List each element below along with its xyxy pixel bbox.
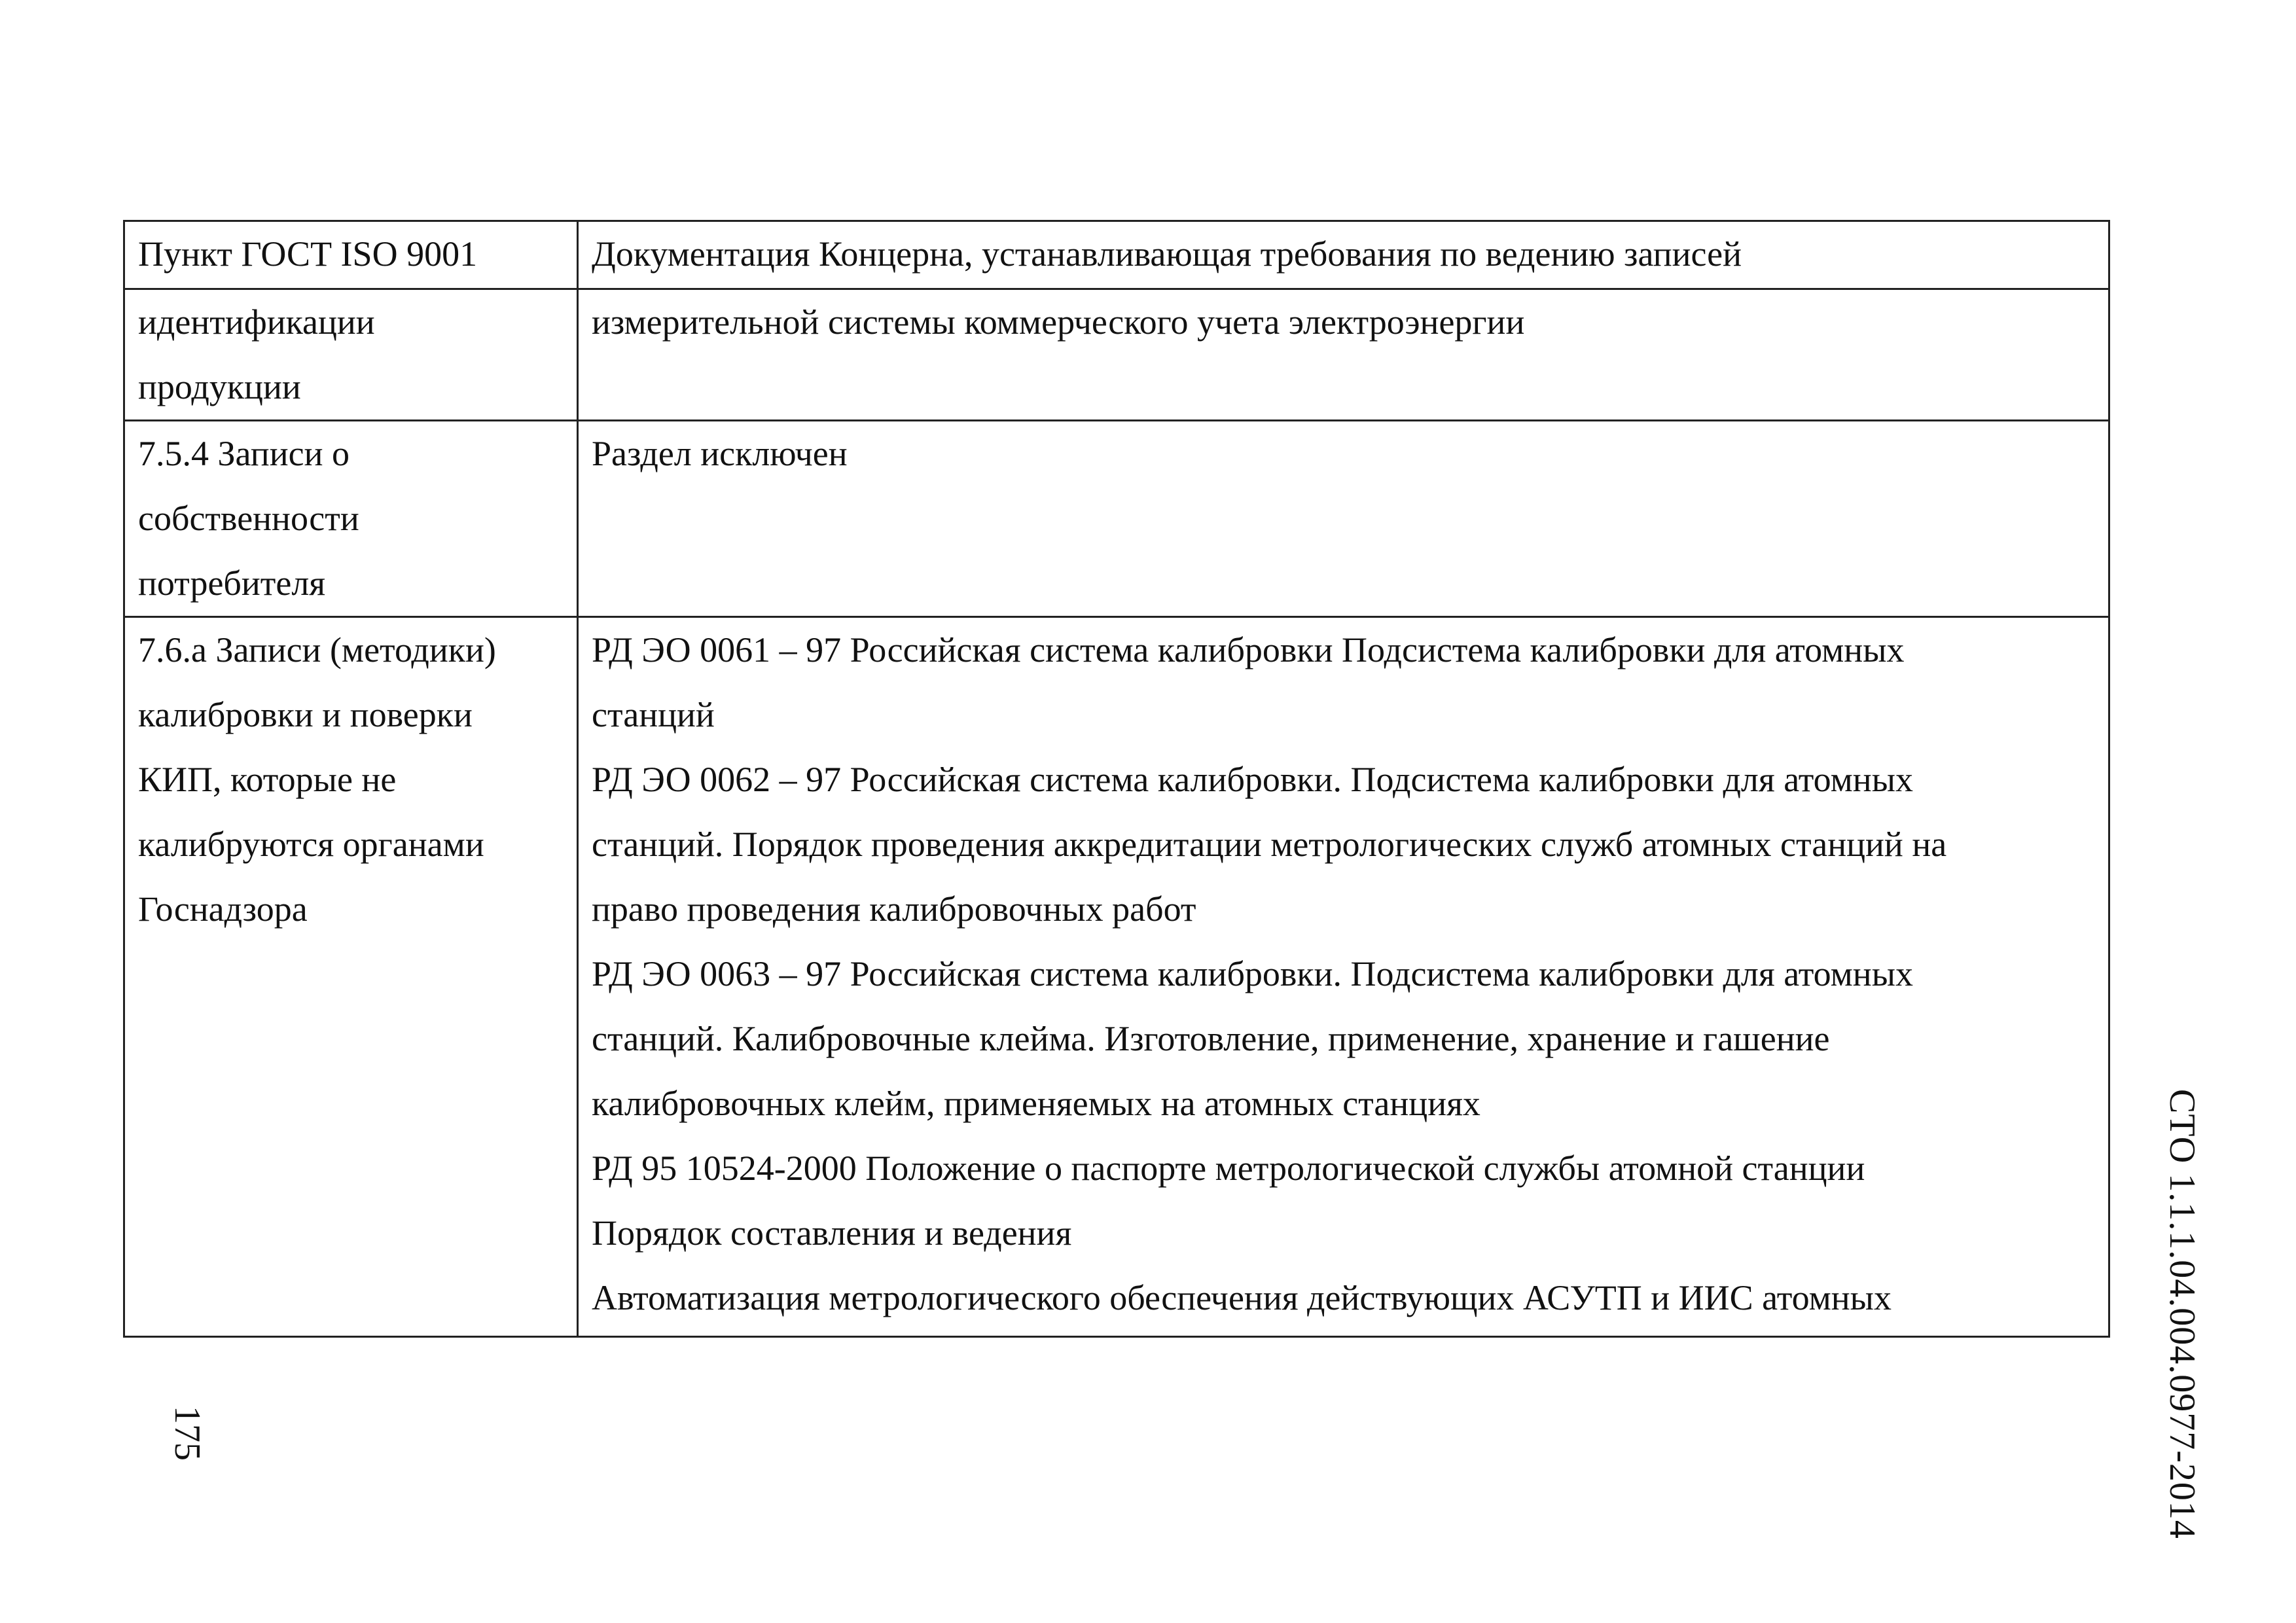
cell-line: потребителя	[138, 563, 326, 603]
cell-line: калибровки и поверки	[138, 695, 473, 734]
cell-line: станций	[592, 695, 715, 734]
cell-line: 7.5.4 Записи о	[138, 434, 350, 473]
page-number: 175	[167, 1406, 207, 1461]
table-row	[124, 289, 2109, 421]
cell-line: собственности	[138, 499, 359, 538]
document-code: СТО 1.1.1.04.004.0977-2014	[2162, 1089, 2202, 1539]
cell-line: РД ЭО 0062 – 97 Российская система калибровки. Подсистема калибровки для атомных	[592, 760, 1913, 799]
header-gost-clause	[124, 221, 578, 289]
row-clause-cell	[124, 421, 578, 617]
header-concern-docs-text: Документация Концерна, устанавливающая требования по ведению записей	[592, 234, 1742, 274]
cell-line: калибровочных клейм, применяемых на атомных станциях	[592, 1084, 1480, 1123]
cell-line: станций. Калибровочные клейма. Изготовление, применение, хранение и гашение	[592, 1019, 1830, 1058]
row-clause-cell	[124, 617, 578, 1337]
cell-line: идентификации	[138, 302, 375, 342]
cell-line: РД ЭО 0063 – 97 Российская система калибровки. Подсистема калибровки для атомных	[592, 954, 1913, 993]
table-header-row	[124, 221, 2109, 289]
cell-line: Раздел исключен	[592, 434, 848, 473]
records-table	[123, 220, 2110, 1338]
cell-line: РД 95 10524-2000 Положение о паспорте метрологической службы атомной станции	[592, 1149, 1865, 1188]
cell-line: измерительной системы коммерческого учета электроэнергии	[592, 302, 1525, 342]
header-gost-clause-text: Пункт ГОСТ ISO 9001	[138, 234, 478, 274]
table-row	[124, 617, 2109, 1337]
cell-line: Порядок составления и ведения	[592, 1213, 1072, 1253]
row-docs-cell	[578, 421, 2109, 617]
row-docs-cell	[578, 289, 2109, 421]
cell-line: РД ЭО 0061 – 97 Российская система калибровки Подсистема калибровки для атомных	[592, 630, 1905, 669]
row-docs-cell	[578, 617, 2109, 1337]
cell-line: право проведения калибровочных работ	[592, 889, 1196, 929]
cell-line: КИП, которые не	[138, 760, 397, 799]
cell-line: Госнадзора	[138, 889, 308, 929]
cell-line: 7.6.а Записи (методики)	[138, 630, 496, 669]
cell-line: Автоматизация метрологического обеспечения действующих АСУТП и ИИС атомных	[592, 1278, 1892, 1317]
header-concern-docs	[578, 221, 2109, 289]
table-row	[124, 421, 2109, 617]
cell-line: станций. Порядок проведения аккредитации метрологических служб атомных станций на	[592, 825, 1947, 864]
row-clause-cell	[124, 289, 578, 421]
cell-line: калибруются органами	[138, 825, 484, 864]
cell-line: продукции	[138, 367, 301, 406]
